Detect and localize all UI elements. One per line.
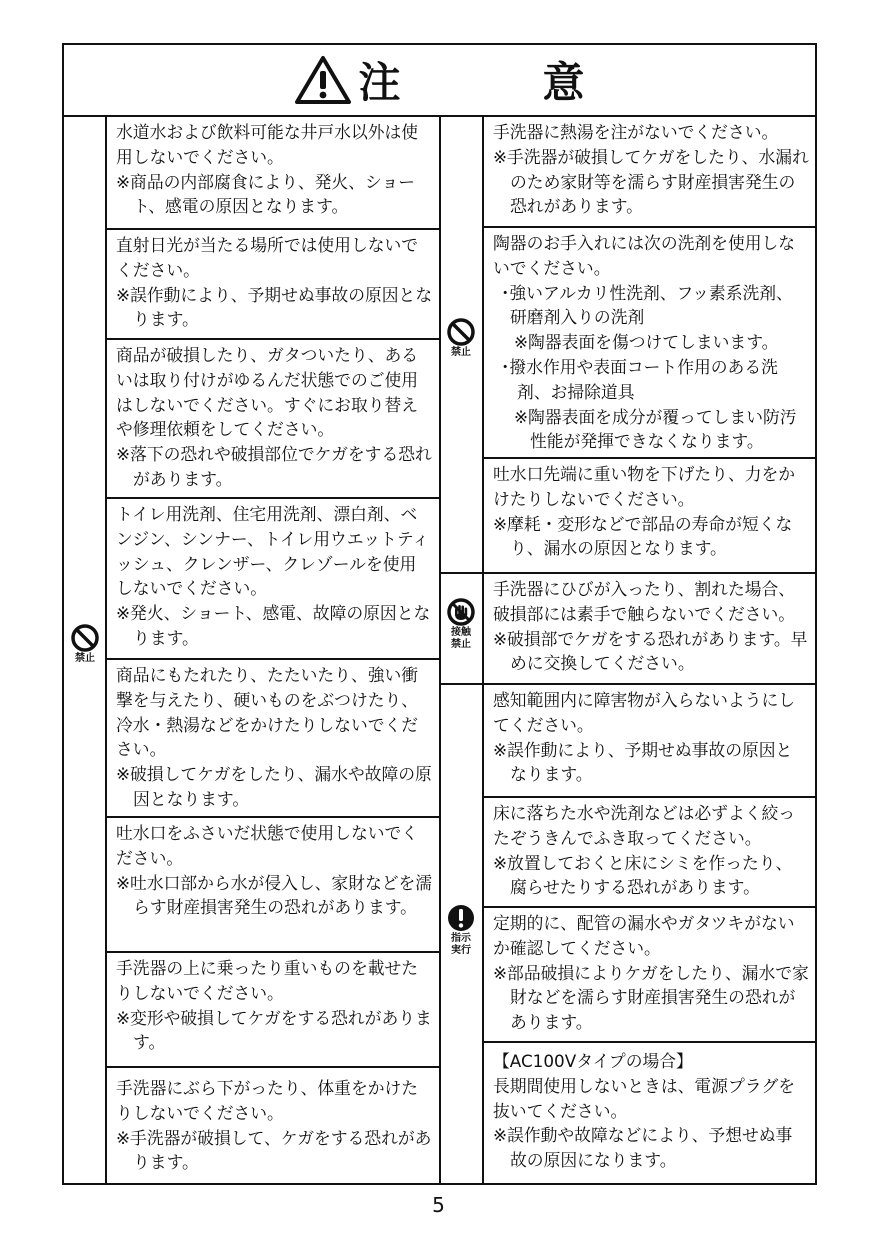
instruct-badge <box>441 903 481 957</box>
caution-text: 手洗器の上に乗ったり重いものを載せたりしないでください。 <box>116 958 419 1003</box>
caution-note: ※破損してケガをしたり、漏水や故障の原因となります。 <box>116 764 432 809</box>
prohibit-icon <box>446 317 476 347</box>
caution-text: 長期間使用しないときは、電源プラグを抜いてください。 <box>493 1075 796 1121</box>
caution-note: ※手洗器が破損してケガをしたり、水漏れのため家財等を濡らす財産損害発生の恐れがあります。 <box>493 146 809 217</box>
caution-note: ※誤作動により、予期せぬ事故の原因となります。 <box>493 739 793 785</box>
caution-text: 定期的に、配管の漏水やガタツキがないか確認してください。 <box>493 913 795 958</box>
caution-text: 手洗器に熱湯を注がないでください。 <box>493 122 779 142</box>
caution-text: トイレ用洗剤、住宅用洗剤、漂白剤、ベンジン、シンナー、トイレ用ウエットティッシュ、クレンザー、クレゾールを使用しないでください。 <box>116 504 430 599</box>
caution-item <box>107 660 439 812</box>
caution-item <box>484 228 815 454</box>
caution-item <box>107 818 439 920</box>
no-touch-label: 接触禁止 <box>451 627 471 650</box>
caution-item <box>107 1068 439 1175</box>
caution-note: ※部品破損によりケガをしたり、漏水で家財などを濡らす財産損害発生の恐れがあります。 <box>493 962 809 1033</box>
caution-note: ※誤作動や故障などにより、予想せぬ事故の原因になります。 <box>493 1125 793 1171</box>
caution-note: ※誤作動により、予期せぬ事故の原因となります。 <box>116 284 433 330</box>
caution-item <box>484 685 815 787</box>
detergent-list-item: ･撥水作用や表面コート作用のある洗剤、お掃除道具 <box>501 356 778 402</box>
caution-item <box>107 953 439 1055</box>
caution-item <box>484 117 815 219</box>
caution-text: 手洗器にひびが入ったり、割れた場合、破損部には素手で触らないでください。 <box>493 579 796 624</box>
detergent-list-item-cont: 研磨剤入りの洗剤 <box>510 307 645 328</box>
caution-item <box>484 459 815 561</box>
detergent-list-item: ･強いアルカリ性洗剤、フッ素系洗剤、 <box>501 282 793 303</box>
caution-note: ※吐水口部から水が侵入し、家財などを濡らす財産損害発生の恐れがあります。 <box>116 872 433 918</box>
caution-text: 手洗器にぶら下がったり、体重をかけたりしないでください。 <box>116 1078 419 1123</box>
caution-text: 商品にもたれたり、たたいたり、強い衝撃を与えたり、硬いものをぶつけたり、冷水・熱湯などをかけたりしないでください。 <box>116 665 419 760</box>
caution-note: ※摩耗・変形などで部品の寿命が短くなり、漏水の原因となります。 <box>493 513 793 559</box>
caution-note: ※変形や破損してケガをする恐れがあります。 <box>116 1007 432 1053</box>
prohibit-icon <box>70 623 100 653</box>
exclamation-icon <box>446 903 476 933</box>
caution-frame <box>62 43 817 1185</box>
caution-title: 注 意 <box>358 58 635 107</box>
no-touch-hand-icon <box>446 597 476 627</box>
caution-text: 床に落ちた水や洗剤などは必ずよく絞ったぞうきんでふき取ってください。 <box>493 803 796 848</box>
instruct-label: 指示実行 <box>451 933 471 956</box>
caution-item <box>107 230 439 332</box>
prohibit-badge <box>66 623 104 665</box>
caution-item <box>484 1043 815 1173</box>
caution-note: ※陶器表面を傷つけてしまいます。 <box>514 332 779 353</box>
caution-note: ※放置しておくと床にシミを作ったり、腐らせたりする恐れがあります。 <box>493 852 793 898</box>
caution-item <box>107 340 439 492</box>
caution-text: 水道水および飲料可能な井戸水以外は使用しないでください。 <box>116 122 419 167</box>
caution-item <box>484 798 815 900</box>
caution-text: 吐水口先端に重い物を下げたり、力をかけたりしないでください。 <box>493 464 796 509</box>
page-number: 5 <box>432 1193 445 1217</box>
caution-note: ※破損部でケガをする恐れがあります。早めに交換してください。 <box>493 628 808 674</box>
caution-item <box>107 117 439 219</box>
warning-triangle-icon <box>294 55 352 105</box>
caution-text: 商品が破損したり、ガタついたり、あるいは取り付けがゆるんだ状態でのご使用はしないでください。すぐにお取り替えや修理依頼をしてください。 <box>116 345 419 440</box>
no-touch-badge <box>441 597 481 651</box>
ac100v-heading: 【AC100Vタイプの場合】 <box>493 1051 693 1071</box>
caution-note: ※商品の内部腐食により、発火、ショート、感電の原因となります。 <box>116 171 416 217</box>
caution-note: ※発火、ショート、感電、故障の原因となります。 <box>116 603 431 648</box>
caution-text: 感知範囲内に障害物が入らないようにしてください。 <box>493 690 796 735</box>
caution-text: 吐水口をふさいだ状態で使用しないでください。 <box>116 823 419 868</box>
caution-text: 陶器のお手入れには次の洗剤を使用しないでください。 <box>493 233 796 278</box>
caution-note: ※手洗器が破損して、ケガをする恐れがあります。 <box>116 1127 432 1173</box>
caution-item <box>484 574 815 676</box>
caution-title-band <box>64 45 815 117</box>
caution-item <box>107 499 439 651</box>
caution-note: ※落下の恐れや破損部位でケガをする恐れがあります。 <box>116 444 432 489</box>
caution-item <box>484 908 815 1035</box>
caution-note: ※陶器表面を成分が覆ってしまい防汚性能が発揮できなくなります。 <box>514 406 797 452</box>
caution-text: 直射日光が当たる場所では使用しないでください。 <box>116 235 419 280</box>
prohibit-label: 禁止 <box>75 653 95 664</box>
prohibit-label: 禁止 <box>451 347 471 358</box>
prohibit-badge <box>441 317 481 359</box>
